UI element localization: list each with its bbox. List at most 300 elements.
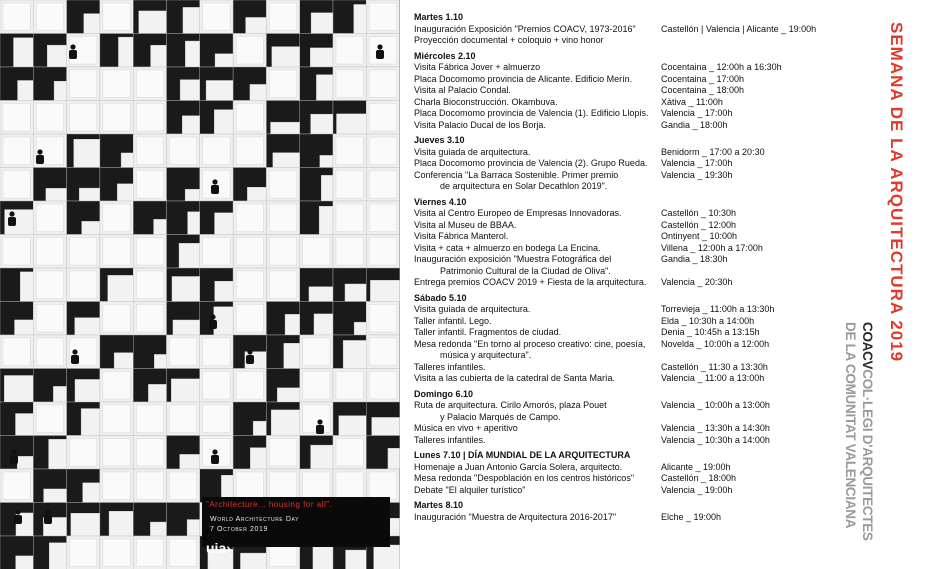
event-place-time: Torrevieja _ 11:00h a 13:30h bbox=[661, 304, 775, 314]
window-cell bbox=[300, 134, 333, 168]
window-cell bbox=[33, 335, 66, 369]
window-cell bbox=[333, 67, 366, 101]
window-cell bbox=[33, 67, 66, 101]
event-description: Charla Bioconstrucción. Okambuva. bbox=[414, 96, 558, 107]
window-cell bbox=[0, 536, 33, 569]
day-title: Martes 1.10 bbox=[414, 12, 464, 22]
window-cell bbox=[33, 168, 66, 202]
window-cell bbox=[300, 101, 333, 135]
window-cell bbox=[0, 67, 33, 101]
event-row bbox=[414, 220, 834, 232]
event-place-time: Novelda _ 10:00h a 12:00h bbox=[661, 338, 770, 349]
window-cell bbox=[67, 134, 100, 168]
window-cell bbox=[133, 168, 166, 202]
window-cell bbox=[167, 335, 200, 369]
event-row bbox=[414, 108, 834, 120]
event-place-time: Valencia _ 10:30h a 14:00h bbox=[661, 434, 770, 445]
window-cell bbox=[67, 0, 100, 34]
window-cell bbox=[366, 235, 399, 269]
window-cell bbox=[167, 201, 200, 235]
day-block bbox=[414, 12, 834, 47]
window-cell bbox=[67, 101, 100, 135]
coacv-line-2: DE LA COMUNITAT VALENCIANA bbox=[843, 322, 858, 529]
window-cell bbox=[0, 436, 33, 470]
window-cell bbox=[100, 335, 133, 369]
window-cell bbox=[33, 0, 66, 34]
window-cell bbox=[100, 67, 133, 101]
window-cell bbox=[100, 0, 133, 34]
window-cell bbox=[167, 402, 200, 436]
window-cell bbox=[133, 536, 166, 569]
window-cell bbox=[0, 302, 33, 336]
window-cell bbox=[100, 436, 133, 470]
event-description: Visita al Centro Europeo de Empresas Innovadoras. bbox=[414, 208, 622, 218]
window-cell bbox=[366, 436, 399, 470]
window-cell bbox=[33, 436, 66, 470]
window-cell bbox=[300, 335, 333, 369]
window-cell bbox=[300, 268, 333, 302]
day-block bbox=[414, 450, 834, 496]
window-cell bbox=[167, 134, 200, 168]
window-cell bbox=[100, 402, 133, 436]
event-row bbox=[414, 485, 834, 497]
event-place-time: Castellón _ 11:30 a 13:30h bbox=[661, 361, 768, 372]
window-cell bbox=[100, 168, 133, 202]
window-cell bbox=[266, 235, 299, 269]
event-description: Visita al Museu de BBAA. bbox=[414, 219, 517, 230]
window-cell bbox=[300, 67, 333, 101]
event-place-time bbox=[661, 35, 834, 47]
window-cell bbox=[67, 436, 100, 470]
window-cell bbox=[366, 402, 399, 436]
window-cell bbox=[200, 101, 233, 135]
window-cell bbox=[133, 134, 166, 168]
event-description: Proyección documental + coloquio + vino honor bbox=[414, 35, 604, 45]
window-cell bbox=[200, 369, 233, 403]
day-block bbox=[414, 389, 834, 447]
window-cell bbox=[0, 168, 33, 202]
window-cell bbox=[300, 0, 333, 34]
event-description: Visita Fábrica Jover + almuerzo bbox=[414, 62, 541, 72]
window-cell bbox=[67, 536, 100, 569]
window-cell bbox=[333, 101, 366, 135]
window-cell bbox=[366, 168, 399, 202]
window-cell bbox=[133, 469, 166, 503]
day-title: Miércoles 2.10 bbox=[414, 50, 476, 61]
event-place-time: Castellón _ 12:00h bbox=[661, 219, 737, 230]
event-description: Música en vivo + aperitivo bbox=[414, 423, 518, 433]
window-cell bbox=[167, 101, 200, 135]
window-cell bbox=[200, 268, 233, 302]
coacv-line-1 bbox=[859, 322, 876, 541]
day-title: Domingo 6.10 bbox=[414, 388, 474, 399]
event-row bbox=[414, 254, 834, 266]
event-description: Entrega premios COACV 2019 + Fiesta de la arquitectura. bbox=[414, 277, 647, 287]
event-description: Homenaje a Juan Antonio García Solera, arquitecto. bbox=[414, 461, 623, 472]
event-description: Placa Docomomo provincia de Valencia (2). Grupo Rueda. bbox=[414, 158, 648, 168]
window-cell bbox=[300, 168, 333, 202]
day-block bbox=[414, 500, 834, 523]
window-cell bbox=[0, 0, 33, 34]
window-cell bbox=[33, 302, 66, 336]
event-description: Visita guiada de arquitectura. bbox=[414, 304, 531, 314]
window-cell bbox=[0, 235, 33, 269]
window-cell bbox=[233, 402, 266, 436]
event-description: y Palacio Marqués de Campo. bbox=[440, 411, 561, 422]
window-cell bbox=[233, 369, 266, 403]
window-cell bbox=[33, 369, 66, 403]
uia-slogan: "Architecture... housing for all". bbox=[206, 500, 333, 509]
event-row bbox=[414, 120, 834, 132]
window-cell bbox=[300, 34, 333, 68]
event-description: Visita al Palacio Condal. bbox=[414, 85, 511, 95]
event-place-time: Castellón _ 10:30h bbox=[661, 208, 737, 218]
window-cell bbox=[100, 34, 133, 68]
event-description: Visita Palacio Ducal de los Borja. bbox=[414, 119, 546, 130]
event-row bbox=[414, 181, 834, 193]
window-cell bbox=[366, 0, 399, 34]
event-place-time: Castellón _ 18:00h bbox=[661, 473, 737, 483]
event-row bbox=[414, 373, 834, 385]
event-place-time: Cocentaina _ 17:00h bbox=[661, 73, 745, 84]
event-place-time bbox=[687, 181, 834, 193]
window-cell bbox=[0, 101, 33, 135]
window-cell bbox=[133, 369, 166, 403]
day-block bbox=[414, 293, 834, 385]
window-cell bbox=[333, 34, 366, 68]
event-row bbox=[414, 350, 834, 362]
day-title: Viernes 4.10 bbox=[414, 196, 467, 207]
event-place-time bbox=[687, 266, 834, 278]
window-cell bbox=[233, 168, 266, 202]
window-cell bbox=[333, 201, 366, 235]
window-cell bbox=[300, 235, 333, 269]
window-cell bbox=[0, 134, 33, 168]
window-cell bbox=[200, 402, 233, 436]
window-cell bbox=[266, 134, 299, 168]
event-row bbox=[414, 158, 834, 170]
event-place-time: Gandia _ 18:30h bbox=[661, 254, 728, 264]
housing-grid-illustration bbox=[0, 0, 400, 569]
window-cell bbox=[200, 134, 233, 168]
window-cell bbox=[233, 34, 266, 68]
event-place-time: Gandia _ 18:00h bbox=[661, 119, 728, 130]
event-row bbox=[414, 362, 834, 374]
event-row bbox=[414, 24, 834, 36]
window-cell bbox=[266, 335, 299, 369]
window-cell bbox=[300, 369, 333, 403]
window-cell bbox=[0, 34, 33, 68]
event-row bbox=[414, 170, 834, 182]
window-cell bbox=[100, 302, 133, 336]
event-description: Taller infantil. Lego. bbox=[414, 315, 492, 326]
day-block bbox=[414, 135, 834, 193]
window-cell bbox=[167, 268, 200, 302]
window-cell bbox=[67, 168, 100, 202]
day-title: Sábado 5.10 bbox=[414, 292, 467, 303]
event-description: música y arquitectura". bbox=[440, 350, 532, 360]
window-cell bbox=[200, 168, 233, 202]
window-cell bbox=[300, 436, 333, 470]
window-cell bbox=[133, 235, 166, 269]
event-row bbox=[414, 462, 834, 474]
window-cell bbox=[100, 268, 133, 302]
window-cell bbox=[200, 34, 233, 68]
event-row bbox=[414, 316, 834, 328]
event-place-time: Valencia _ 19:00h bbox=[661, 484, 733, 495]
event-place-time: Ontinyent _ 10:00h bbox=[661, 231, 738, 241]
window-cell bbox=[366, 302, 399, 336]
window-cell bbox=[33, 201, 66, 235]
window-cell bbox=[167, 235, 200, 269]
event-row bbox=[414, 208, 834, 220]
window-cell bbox=[266, 101, 299, 135]
event-row bbox=[414, 62, 834, 74]
window-cell bbox=[333, 235, 366, 269]
window-cell bbox=[67, 369, 100, 403]
event-description: Ruta de arquitectura. Cirilo Amorós, plaza Pouet bbox=[414, 400, 607, 410]
window-cell bbox=[67, 469, 100, 503]
event-description: Mesa redonda "En torno al proceso creativo: cine, poesía, bbox=[414, 338, 646, 349]
window-cell bbox=[200, 67, 233, 101]
window-cell bbox=[67, 201, 100, 235]
window-cell bbox=[67, 402, 100, 436]
event-place-time: Elda _ 10:30h a 14:00h bbox=[661, 315, 755, 326]
uia-logo: uia› bbox=[206, 540, 231, 556]
event-place-time: Cocentaina _ 18:00h bbox=[661, 85, 745, 95]
window-cell bbox=[133, 101, 166, 135]
window-cell bbox=[200, 302, 233, 336]
window-cell bbox=[366, 335, 399, 369]
event-place-time: Valencia _ 17:00h bbox=[661, 108, 733, 118]
window-cell bbox=[0, 402, 33, 436]
window-cell bbox=[167, 67, 200, 101]
window-cell bbox=[0, 469, 33, 503]
event-description: Talleres infantiles. bbox=[414, 434, 486, 445]
event-place-time: Cocentaina _ 12:00h a 16:30h bbox=[661, 62, 782, 72]
event-place-time: Alicante _ 19:00h bbox=[661, 461, 731, 472]
window-cell bbox=[100, 235, 133, 269]
event-row bbox=[414, 400, 834, 412]
window-cell bbox=[233, 101, 266, 135]
event-description: Inauguración "Muestra de Arquitectura 2016-2017" bbox=[414, 511, 617, 522]
window-cell bbox=[133, 201, 166, 235]
event-place-time: Valencia _ 17:00h bbox=[661, 158, 733, 168]
window-cell bbox=[67, 302, 100, 336]
event-description: de arquitectura en Solar Decathlon 2019". bbox=[440, 181, 608, 191]
window-cell bbox=[333, 436, 366, 470]
window-cell bbox=[300, 201, 333, 235]
window-cell bbox=[133, 436, 166, 470]
event-description: Debate "El alquiler turístico" bbox=[414, 484, 526, 495]
event-place-time: Castellón | Valencia | Alicante _ 19:00h bbox=[661, 23, 817, 34]
window-cell bbox=[333, 302, 366, 336]
event-place-time: Villena _ 12:00h a 17:00h bbox=[661, 242, 763, 253]
day-block bbox=[414, 197, 834, 289]
event-schedule bbox=[414, 12, 834, 527]
window-cell bbox=[233, 235, 266, 269]
window-cell bbox=[366, 101, 399, 135]
event-description: Visita a las cubierta de la catedral de Santa María. bbox=[414, 373, 615, 383]
window-cell bbox=[33, 235, 66, 269]
window-cell bbox=[0, 369, 33, 403]
window-cell bbox=[100, 536, 133, 569]
window-cell bbox=[133, 302, 166, 336]
window-cell bbox=[333, 268, 366, 302]
window-cell bbox=[167, 0, 200, 34]
window-cell bbox=[233, 134, 266, 168]
window-cell bbox=[333, 0, 366, 34]
window-cell bbox=[366, 201, 399, 235]
event-place-time: Elche _ 19:00h bbox=[661, 511, 722, 522]
window-cell bbox=[266, 168, 299, 202]
event-place-time: Valencia _ 11:00 a 13:00h bbox=[661, 373, 765, 383]
window-cell bbox=[233, 436, 266, 470]
window-cell bbox=[167, 369, 200, 403]
window-cell bbox=[167, 436, 200, 470]
window-cell bbox=[100, 101, 133, 135]
window-cell bbox=[167, 34, 200, 68]
window-cell bbox=[133, 0, 166, 34]
window-cell bbox=[266, 302, 299, 336]
event-row bbox=[414, 243, 834, 255]
uia-event-name: World Architecture Day bbox=[210, 516, 300, 523]
uia-event-date: 7 October 2019 bbox=[210, 526, 268, 533]
window-cell bbox=[0, 201, 33, 235]
event-place-time: Benidorm _ 17:00 a 20:30 bbox=[661, 146, 765, 157]
event-row bbox=[414, 435, 834, 447]
event-place-time bbox=[687, 350, 834, 362]
event-place-time bbox=[687, 412, 834, 424]
window-cell bbox=[366, 268, 399, 302]
coacv-college-name: COL·LEGI D'ARQUITECTES bbox=[860, 369, 875, 541]
window-cell bbox=[167, 168, 200, 202]
event-place-time: Valencia _ 13:30h a 14:30h bbox=[661, 423, 770, 433]
coacv-brand: COACV bbox=[860, 322, 875, 370]
event-row bbox=[414, 473, 834, 485]
window-cell bbox=[300, 302, 333, 336]
window-cell bbox=[133, 503, 166, 537]
event-row bbox=[414, 74, 834, 86]
window-cell bbox=[200, 335, 233, 369]
event-description: Taller infantil. Fragmentos de ciudad. bbox=[414, 327, 562, 337]
window-cell bbox=[67, 335, 100, 369]
window-cell bbox=[67, 235, 100, 269]
poster-artwork bbox=[0, 0, 400, 569]
event-description: Inauguración exposición "Muestra Fotográfica del bbox=[414, 254, 612, 264]
poster-title: SEMANA DE LA ARQUITECTURA 2019 bbox=[887, 22, 906, 363]
event-row bbox=[414, 85, 834, 97]
window-cell bbox=[266, 201, 299, 235]
window-cell bbox=[266, 268, 299, 302]
window-cell bbox=[33, 536, 66, 569]
window-cell bbox=[100, 469, 133, 503]
window-cell bbox=[133, 268, 166, 302]
window-cell bbox=[266, 436, 299, 470]
window-cell bbox=[67, 503, 100, 537]
window-cell bbox=[233, 0, 266, 34]
event-row bbox=[414, 231, 834, 243]
event-description: Visita + cata + almuerzo en bodega La Encina. bbox=[414, 242, 601, 253]
window-cell bbox=[100, 369, 133, 403]
day-title: Lunes 7.10 | DÍA MUNDIAL DE LA ARQUITECTURA bbox=[414, 450, 631, 460]
window-cell bbox=[233, 268, 266, 302]
window-cell bbox=[366, 134, 399, 168]
window-cell bbox=[100, 134, 133, 168]
event-description: Visita Fábrica Manterol. bbox=[414, 231, 509, 241]
window-cell bbox=[67, 67, 100, 101]
event-description: Inauguración Exposición "Premios COACV, 1973-2016" bbox=[414, 23, 636, 34]
window-cell bbox=[266, 67, 299, 101]
window-cell bbox=[0, 268, 33, 302]
event-row bbox=[414, 512, 834, 524]
window-cell bbox=[333, 335, 366, 369]
window-cell bbox=[233, 201, 266, 235]
window-cell bbox=[200, 0, 233, 34]
event-row bbox=[414, 266, 834, 278]
event-place-time: Denia _ 10:45h a 13:15h bbox=[661, 327, 760, 337]
event-description: Mesa redonda "Despoblación en los centros históricos" bbox=[414, 473, 635, 483]
window-cell bbox=[133, 335, 166, 369]
window-cell bbox=[167, 302, 200, 336]
window-cell bbox=[333, 402, 366, 436]
window-cell bbox=[167, 536, 200, 569]
window-cell bbox=[33, 402, 66, 436]
window-cell bbox=[67, 268, 100, 302]
window-cell bbox=[167, 469, 200, 503]
window-cell bbox=[200, 201, 233, 235]
window-cell bbox=[33, 34, 66, 68]
event-row bbox=[414, 35, 834, 47]
window-cell bbox=[333, 168, 366, 202]
window-cell bbox=[233, 67, 266, 101]
event-place-time: Valencia _ 10:00h a 13:00h bbox=[661, 400, 770, 410]
event-row bbox=[414, 277, 834, 289]
window-cell bbox=[133, 67, 166, 101]
window-cell bbox=[366, 369, 399, 403]
event-description: Visita guiada de arquitectura. bbox=[414, 146, 531, 157]
window-cell bbox=[200, 235, 233, 269]
window-cell bbox=[266, 34, 299, 68]
coacv-logo bbox=[842, 322, 876, 541]
window-cell bbox=[366, 67, 399, 101]
event-description: Placa Docomomo provincia de Valencia (1). Edificio Llopis. bbox=[414, 108, 649, 118]
event-description: Conferencia "La Barraca Sostenible. Primer premio bbox=[414, 169, 619, 180]
event-row bbox=[414, 97, 834, 109]
event-row bbox=[414, 327, 834, 339]
window-cell bbox=[100, 201, 133, 235]
window-cell bbox=[133, 34, 166, 68]
event-description: Patrimonio Cultural de la Ciudad de Oliva". bbox=[440, 265, 611, 276]
event-description: Placa Docomomo provincia de Alicante. Edificio Merín. bbox=[414, 73, 633, 84]
window-cell bbox=[33, 101, 66, 135]
window-cell bbox=[233, 302, 266, 336]
window-cell bbox=[333, 369, 366, 403]
window-cell bbox=[266, 0, 299, 34]
day-title: Martes 8.10 bbox=[414, 500, 464, 510]
day-title: Jueves 3.10 bbox=[414, 135, 465, 145]
window-cell bbox=[266, 402, 299, 436]
day-block bbox=[414, 51, 834, 132]
window-cell bbox=[100, 503, 133, 537]
event-place-time: Valencia _ 19:30h bbox=[661, 169, 733, 180]
window-cell bbox=[33, 469, 66, 503]
event-place-time: Xàtiva _ 11:00h bbox=[661, 96, 723, 107]
window-cell bbox=[33, 268, 66, 302]
window-cell bbox=[167, 503, 200, 537]
window-cell bbox=[133, 402, 166, 436]
event-place-time: Valencia _ 20:30h bbox=[661, 277, 733, 287]
